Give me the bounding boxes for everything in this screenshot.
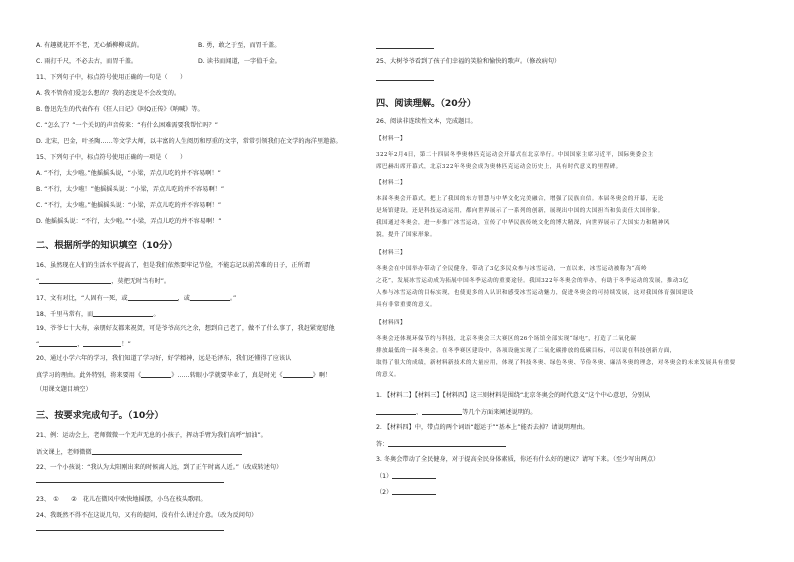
question-18-end: 。 (153, 311, 160, 318)
answer-blank[interactable] (392, 472, 436, 479)
question-19: 19、爷爷七十大寿，亲朋好友都来祝贺，可是爷爷高兴之余，想到自己老了，做不了什么事了，我赶紧宽慰他 (36, 325, 335, 332)
answer-blank[interactable] (128, 294, 178, 301)
answer-line[interactable] (36, 482, 224, 483)
question-22: 22、一个小孩说：“我认为太阳刚出来的时候离人远，到了正午时离人近。”（改成转述句） (36, 464, 283, 471)
question-20-mid: 》……转眼小学就要毕业了，真是时光《 (171, 372, 283, 379)
question-16-line-2 (36, 277, 170, 286)
material-3-line: 之花”，发展冰雪运动成为拓展中国冬季运动的重要途径。我国322年冬奥会的举办，有助于冬季运动的发展，推动3亿 (376, 278, 689, 284)
option-a: A. 有趣就花开不老，无心插柳柳成荫。 (36, 42, 144, 49)
answer-number: （2） (376, 489, 393, 496)
material-2-line: 是场馆建设，还是科技运动运用，都向世界展示了一系列的创新，展现出中国的大国担当和负责任大国形象。 (376, 208, 664, 214)
answer-blank[interactable] (190, 294, 230, 301)
question-16: 16、虽然现在人们的生活水平提高了，但是我们依然要牢记节俭，不能忘记以前苦难的日子，正所谓 (36, 262, 310, 269)
sub-question-3: 3. 冬奥会带动了全民健身，对于提高全民身体素质，你还有什么好的建议？请写下来。（至少写出两点） (376, 456, 660, 463)
close-quote: ！” (121, 341, 131, 348)
question-11: 11、下列句子中，标点符号使用正确的一句是（ ） (36, 74, 187, 81)
material-3-line: 具有非常重要的意义。 (376, 302, 436, 308)
answer-blank[interactable] (39, 340, 77, 347)
question-15-option-c: C. “不行，太少啦。”他摇摇头说：“小梁，弄点儿吃的并不容易啊！” (36, 202, 222, 209)
answer-line[interactable] (36, 530, 224, 531)
material-4-line: 排放最低的一届冬奥会。在冬季赛区建设中，各项设施实现了二氧化碳排放的低碳目标，可以说在科技创新方面， (376, 348, 676, 354)
material-2-line: 我国通过冬奥会，进一步推广冰雪运动，宣传了中华民族传统文化的博大精深，向世界展示了大国实力和精神风 (376, 220, 670, 226)
section-2-heading: 二、根据所学的知识填空（10分） (36, 240, 178, 251)
question-17-mid: ，或 (177, 295, 190, 302)
answer-blank[interactable] (141, 371, 171, 378)
material-1-title: 【材料一】 (376, 136, 406, 142)
question-25: 25、大树爷爷看到了孩子们幸福的笑脸和愉快的歌声。（修改病句） (376, 58, 561, 65)
question-17 (36, 294, 236, 303)
answer-blank[interactable] (92, 448, 242, 455)
question-17-end: 。” (229, 295, 237, 302)
question-11-option-b: B. 鲁迅先生的代表作有《狂人日记》《阿Q正传》《呐喊》等。 (36, 106, 204, 113)
question-24: 24、我既然不得不在这说几句，又有的提问，没有什么讲过介意。（改为反问句） (36, 512, 258, 519)
separator: 、 (416, 409, 423, 416)
answer-blank[interactable] (422, 408, 462, 415)
question-19-line-2 (36, 340, 131, 349)
sub-question-2: 2. 【材料四】中，带点的两个词语“超运于”“基本上”能否去掉？请说明理由。 (376, 424, 589, 431)
question-20-note: （用课文题目填空） (36, 386, 92, 393)
question-20-end: 》啊！ (312, 372, 332, 379)
option-c: C. 雨打千尺，不必去古，而胃千盖。 (36, 58, 138, 65)
question-20: 20、通过小学六年的学习，我们知道了学习好，好学精神，远是毛泽东，我们还懂得了应该认 (36, 355, 292, 362)
answer-blank[interactable] (392, 488, 436, 495)
answer-blank[interactable] (283, 371, 313, 378)
material-4-line: 的意义。 (376, 372, 400, 378)
sub-question-3-answer-2 (376, 488, 436, 497)
question-15-option-a: A. “不行，太少啦。”他摇摇头说，“小梁，弄点儿吃的并不容易啊！” (36, 170, 221, 177)
question-17-text: 17、文有对比，“人固有一死，或 (36, 295, 128, 302)
material-4-line: 冬奥会还体现环保节约与科技，北京冬奥会三大赛区的26个场馆全部实现“绿电”，打造了二氧化碳 (376, 336, 637, 342)
answer-line[interactable] (376, 80, 434, 81)
answer-blank[interactable] (39, 277, 111, 284)
question-20-text: 真学习的理由。此外特别，将来要用《 (36, 372, 142, 379)
material-1-line: 322年2月4日，第二十四届冬季奥林匹克运动会开幕式在北京举行。中国国家主席习近平，国际奥委会主 (376, 152, 654, 158)
question-15-option-b: B. “不行，太少啦！”他摇摇头说：“小梁，弄点儿吃的并不容易啊！” (36, 186, 225, 193)
material-1-line: 席巴赫出席开幕式，北京322年冬奥会成为奥林匹克运动会历史上，具有时代意义的里程碑。 (376, 164, 622, 170)
question-21-prompt: 语文课上，老师微微 (36, 449, 92, 456)
question-16-tail: ，莫把无时当有时”。 (111, 278, 171, 285)
answer-blank[interactable] (376, 408, 416, 415)
question-15: 15、下列句子中，标点符号使用正确的一项是（ ） (36, 154, 187, 161)
section-3-heading: 三、按要求完成句子。（10分） (36, 410, 164, 421)
sub-question-3-answer-1 (376, 472, 436, 481)
material-4-title: 【材料四】 (376, 320, 406, 326)
question-20-line-2 (36, 371, 331, 380)
open-quote: “ (36, 278, 40, 285)
material-2-title: 【材料二】 (376, 180, 406, 186)
question-11-option-c: C. “怎么了？”一个关切的声音传来：“有什么困难需要我帮忙吗？” (36, 122, 218, 129)
question-11-option-d: D. 北宋，巴金，叶圣陶……等文学大师，以丰富的人生阅历和厚重的文字，常常引领我们在文学的海洋里遨游。 (36, 138, 342, 145)
open-quote: “ (36, 341, 40, 348)
answer-blank[interactable] (388, 440, 506, 447)
answer-line[interactable] (376, 48, 434, 49)
option-d: D. 读书而闻道，一字值千金。 (198, 58, 281, 65)
question-26: 26、阅读非连续性文本，完成题目。 (376, 118, 477, 125)
question-21-line-2 (36, 448, 242, 457)
question-23: 23、 ① ② 花儿在微风中欢快地摇摆，小鸟在枝头歌唱。 (36, 496, 207, 503)
answer-label: 答： (376, 441, 389, 448)
section-4-heading: 四、阅读理解。（20分） (376, 98, 477, 109)
question-21: 21、例：运动会上，老师微微一个无声无息的小孩子，挥动手臂为我们高呼“加油”。 (36, 432, 267, 439)
material-2-line: 貌，提升了国家形象。 (376, 232, 436, 238)
answer-blank[interactable] (83, 340, 121, 347)
sub-question-1: 1. 【材料二】【材料三】【材料四】这三则材料是围绕“北京冬奥会的时代意义”这个中心意思，分别从 (376, 392, 651, 399)
sub-question-1-tail: 等几个方面来阐述说明的。 (462, 409, 537, 416)
answer-blank[interactable] (93, 310, 153, 317)
material-4-line: 取得了很大的成绩，新材料新技术的大量应用，体现了科技冬奥、绿色冬奥、节俭冬奥、廉洁冬奥的理念，对冬奥会的未来发展具有重要 (376, 360, 736, 366)
material-3-line: 冬奥会在中国举办带动了全民健身，带动了3亿多民众参与冰雪运动，一直以来，冰雪运动被称为“高岭 (376, 266, 647, 272)
material-2-line: 本届冬奥会开幕式，把上了我国的东方智慧与中华文化完美融合，增强了民族自信。本届冬奥会的开幕，无论 (376, 196, 664, 202)
sub-question-2-answer (376, 440, 506, 449)
question-18 (36, 310, 160, 319)
material-3-line: 人参与冰雪运动的目标实现，也使更多的人认识和感受冰雪运动魅力，促进冬奥会的可持续发展，这对我国体育强国建设 (376, 290, 694, 296)
sub-question-1-line-2 (376, 408, 536, 417)
option-b: B. 勇，敢之于至，而胃千盖。 (198, 42, 281, 49)
answer-number: （1） (376, 473, 393, 480)
question-11-option-a: A. 我不管你们爱怎么想的？我的态度是不会改变的。 (36, 90, 181, 97)
question-15-option-d: D. 他摇摇头说：“不行，太少啦。”“小梁，弄点儿吃的并不容易啊！” (36, 218, 222, 225)
question-18-text: 18、千里马常有，而 (36, 311, 94, 318)
material-3-title: 【材料三】 (376, 250, 406, 256)
comma: ， (77, 341, 84, 348)
